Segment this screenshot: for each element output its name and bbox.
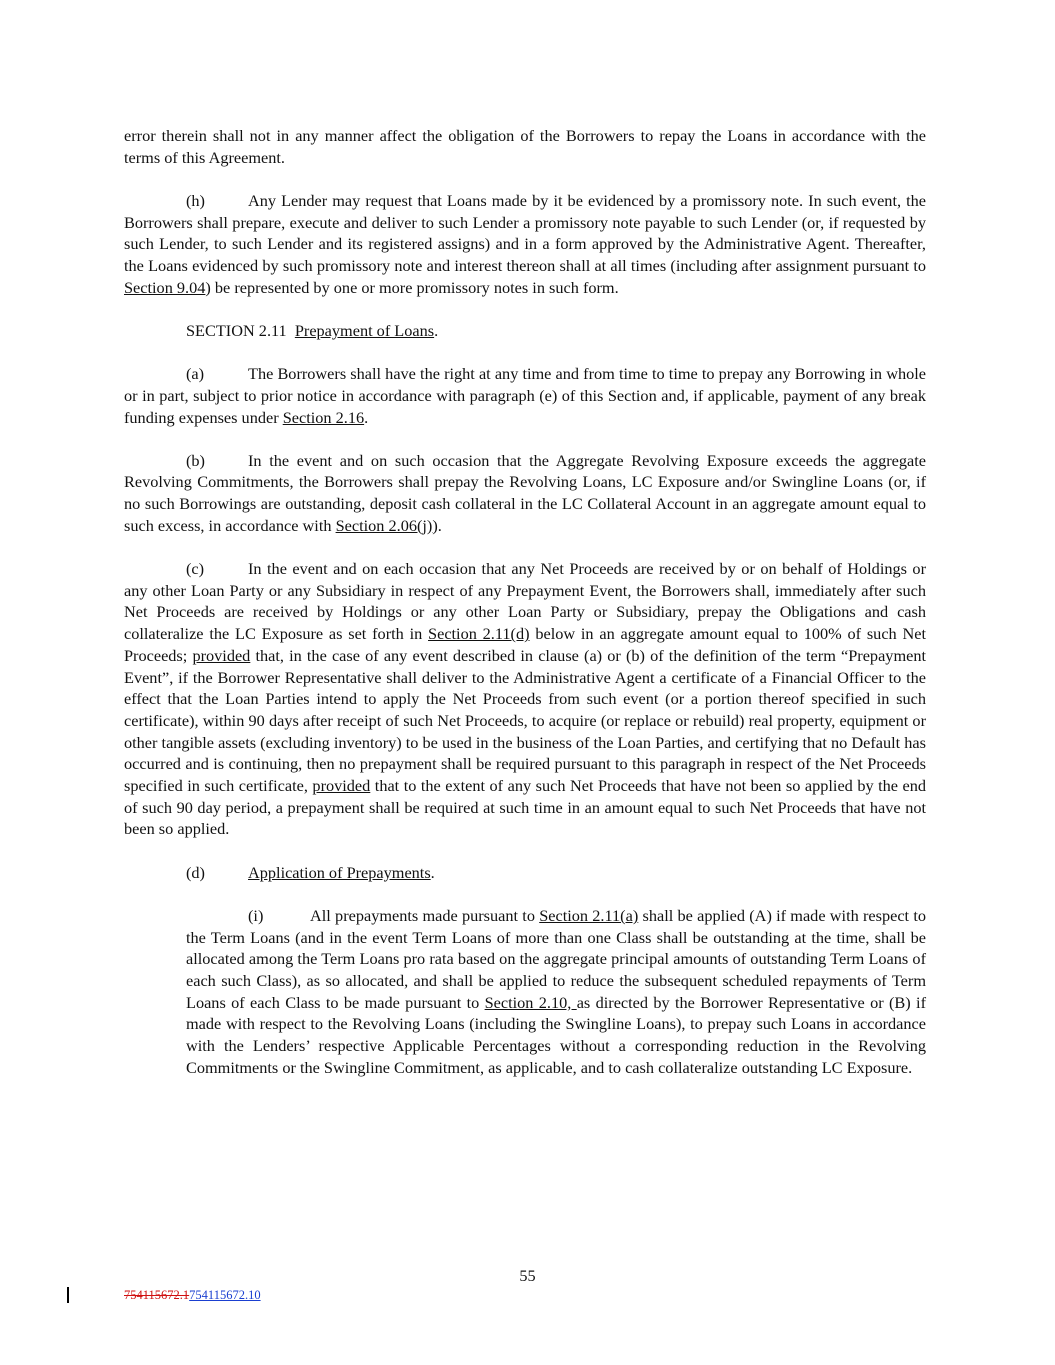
- document-id: [124, 1288, 261, 1303]
- section-title-period: .: [434, 320, 439, 340]
- revision-change-bar: [67, 1287, 69, 1303]
- paragraph-h: [124, 190, 926, 299]
- subparagraph-block: [186, 905, 926, 1079]
- document-id-deleted: 754115672.1: [124, 1288, 190, 1302]
- paragraph-text: In the event and on such occasion that the Aggregate Revolving Exposure exceeds the aggregate Revolving Commitments, the Borrowers shall prepay the Revolving Loans, LC Exposure and/or Swingline Loans (or, if no such Borrowings are outstanding, deposit cash collateral in the LC Collateral Account in an aggregate amount equal to such excess, in accordance with: [124, 450, 926, 535]
- section-reference: Section 2.16: [282, 407, 365, 427]
- provided-term: provided: [192, 645, 251, 665]
- section-number: SECTION 2.11: [186, 320, 287, 340]
- paragraph-text: All prepayments made pursuant to: [310, 905, 540, 925]
- section-reference: Section 2.11(a): [539, 905, 639, 925]
- paragraph-label: (d): [186, 862, 205, 882]
- paragraph-label: (i): [248, 905, 264, 925]
- paragraph-a: [124, 363, 926, 428]
- section-title: Prepayment of Loans: [294, 320, 435, 340]
- subparagraph-i: [186, 905, 926, 1079]
- paragraph-text: The Borrowers shall have the right at any time and from time to time to prepay any Borrowing in whole or in part, subject to prior notice in accordance with paragraph (e) of this Section and, if applicable, payment of any break funding expenses under: [124, 364, 926, 427]
- paragraph-text: that, in the case of any event described in clause (a) or (b) of the definition of the term “Prepayment Event”, if the Borrower Representative shall deliver to the Administrative Agent a certificate of a Financial Officer to the effect that the Loan Parties intend to apply the Net Proceeds from such event (or a portion thereof specified in such certificate), within 90 days after receipt of such Net Proceeds, to acquire (or replace or rebuild) real property, equipment or other tangible assets (excluding inventory) to be used in the business of the Loan Parties, and certifying that no Default has occurred and is continuing, then no prepayment shall be required pursuant to this paragraph in respect of the Net Proceeds specified in such certificate,: [124, 645, 926, 796]
- paragraph-d-heading: [186, 862, 926, 884]
- paragraph-b: [124, 450, 926, 537]
- paragraph-text: error therein shall not in any manner affect the obligation of the Borrowers to repay the Loans in accordance with the terms of this Agreement.: [124, 126, 926, 167]
- page-number: 55: [519, 1266, 536, 1285]
- section-heading: [186, 320, 926, 342]
- paragraph-text: below in an aggregate amount equal to 100% of such Net Proceeds;: [124, 624, 926, 665]
- section-reference: Section 2.06(j): [335, 515, 433, 535]
- paragraph-text: Any Lender may request that Loans made by it be evidenced by a promissory note. In such event, the Borrowers shall prepare, execute and deliver to such Lender a promissory note payable to such Lender (or, if requested by such Lender, to such Lender and its registered assigns) and in a form approved by the Administrative Agent. Thereafter, the Loans evidenced by such promissory note and interest thereon shall at all times (including after assignment pursuant to: [124, 190, 926, 276]
- paragraph-label: (b): [186, 450, 205, 470]
- paragraph-text: ) be represented by one or more promissory notes in such form.: [205, 277, 619, 297]
- paragraph-text: as directed by the Borrower Representative or (B) if made with respect to the Revolving Loans (including the Swingline Loans), to prepay such Loans in accordance with the Lenders’ respective Applicable Percentages without a corresponding reduction in the Revolving Commitments or the Swingline Commitment, as applicable, and to cash collateralize outstanding LC Exposure.: [186, 992, 926, 1077]
- paragraph-text: In the event and on each occasion that any Net Proceeds are received by or on behalf of Holdings or any other Loan Party or any Subsidiary in respect of any Prepayment Event, the Borrowers shall, immediately after such Net Proceeds are received by Holdings or any other Loan Party or Subsidiary, prepay the Obligations and cash collateralize the LC Exposure as set forth in: [124, 559, 926, 644]
- paragraph-c: [124, 558, 926, 840]
- provided-term: provided: [312, 776, 371, 796]
- paragraph-text: .: [364, 407, 369, 427]
- paragraph-title-period: .: [430, 862, 435, 882]
- paragraph-text: shall be applied (A) if made with respect to the Term Loans (and in the event Term Loans of more than one Class shall be outstanding at the time, shall be allocated among the Term Loans pro rata based on the aggregate principal amounts of outstanding Term Loans of each such Class), as so allocated, and shall be applied to reduce the subsequent scheduled repayments of Term Loans of each Class to be made pursuant to: [186, 905, 926, 1012]
- paragraph-title: Application of Prepayments: [248, 862, 431, 882]
- paragraph-label: (c): [186, 559, 205, 579]
- paragraph-continuation: [124, 125, 926, 168]
- paragraph-text: that to the extent of any such Net Proceeds that have not been so applied by the end of such 90 day period, a prepayment shall be required at such time in an amount equal to such Net Proceeds that have not been so applied.: [124, 776, 926, 839]
- document-page: [124, 125, 926, 1100]
- paragraph-label: (a): [186, 364, 205, 384]
- paragraph-text: ).: [432, 515, 442, 535]
- section-reference: Section 2.10,: [484, 992, 577, 1012]
- paragraph-label: (h): [186, 190, 205, 210]
- section-reference: Section 2.11(d): [428, 624, 530, 644]
- section-reference: Section 9.04: [124, 277, 206, 297]
- document-id-inserted: 754115672.10: [189, 1288, 261, 1302]
